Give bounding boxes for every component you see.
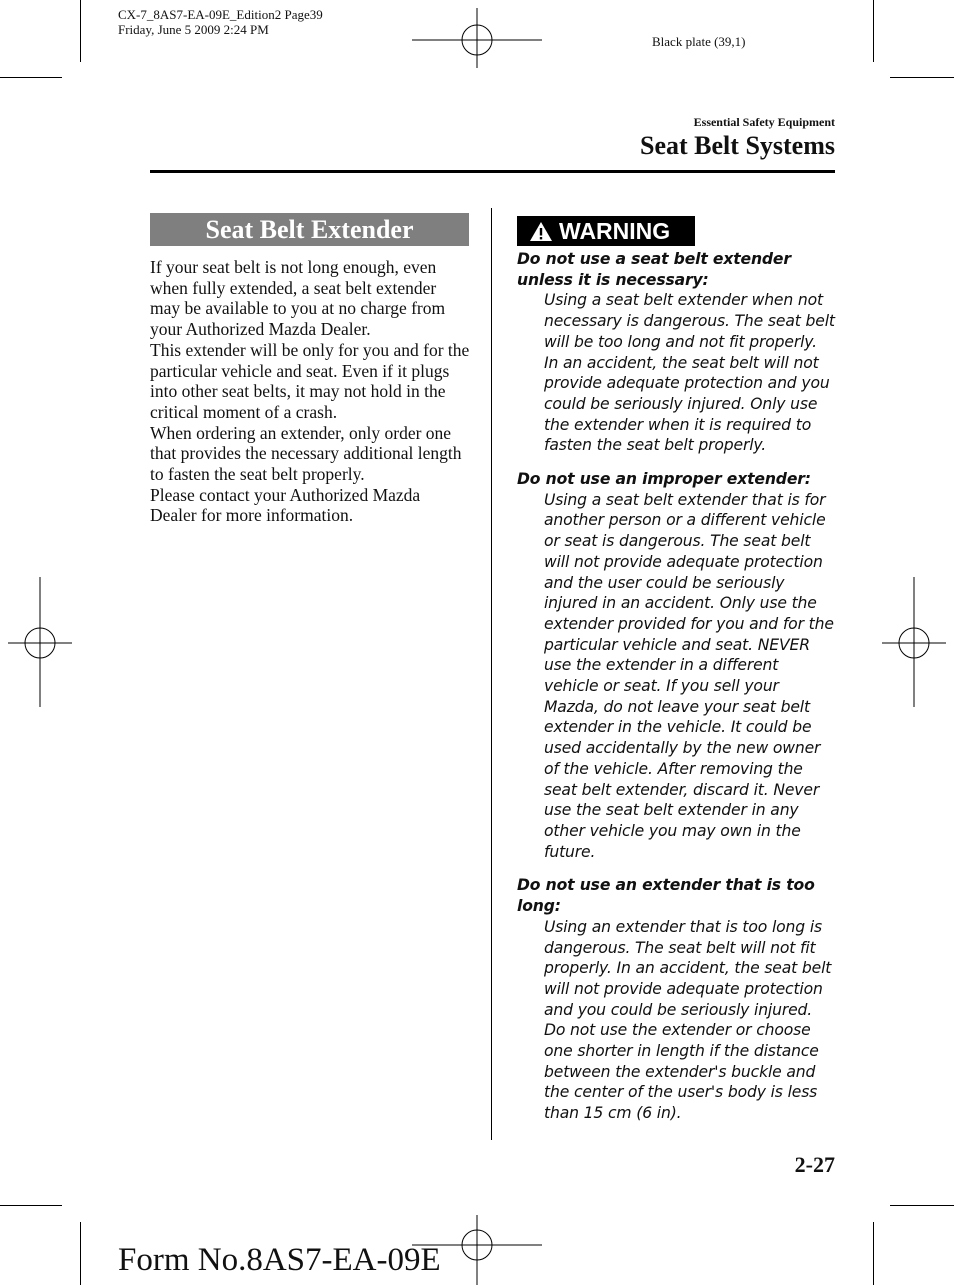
warning-body [517, 249, 835, 1137]
registration-mark-icon [412, 8, 542, 68]
crop-mark [80, 0, 81, 62]
section-heading: Seat Belt Extender [150, 213, 469, 246]
warning-item-text: Using a seat belt extender that is for another person or a different vehicle or seat is dangerous. The seat belt will not provide adequate protection and the user could be seriously injured in an accident. Only use the extender provided for you and for the particular vehicle and seat. NEVER use the extender in a different vehicle or seat. If you sell your Mazda, do not leave your seat belt extender in the vehicle. It could be used accidentally by the new owner of the vehicle. After removing the seat belt extender, discard it. Never use the seat belt extender in any other vehicle you may own in the future. [544, 490, 834, 861]
warning-item [517, 249, 835, 456]
warning-item-text: Using an extender that is too long is dangerous. The seat belt will not fit properly. In an accident, the seat belt will not provide adequate protection and you could be seriously injured. Do not use the extender or choose one shorter in length if the distance between the extender's buckle and the center of the user's body is less than 15 cm (6 in). [544, 917, 832, 1123]
body-paragraph: This extender will be only for you and for the particular vehicle and seat. Even if it plugs into other seat belts, it may not hold in the critical moment of a crash. [150, 339, 470, 422]
warning-badge [517, 216, 695, 246]
section-label: Essential Safety Equipment [693, 115, 835, 129]
warning-item-head: Do not use an extender that is too long: [517, 876, 815, 916]
warning-item-head: Do not use a seat belt extender unless it is necessary: [517, 250, 791, 289]
registration-mark-icon [8, 577, 72, 707]
page-title: Seat Belt Systems [640, 131, 835, 160]
warning-triangle-icon [529, 221, 553, 242]
warning-item [517, 469, 835, 862]
crop-mark [80, 1222, 81, 1285]
print-info-line: Friday, June 5 2009 2:24 PM [118, 22, 269, 37]
column-divider [491, 208, 492, 1140]
print-info [118, 7, 323, 37]
crop-mark [890, 1205, 954, 1206]
warning-item-text: Using a seat belt extender when not necessary is dangerous. The seat belt will be too long and not fit properly. In an accident, the seat belt will not provide adequate protection and you could be seriously injured. Only use the extender when it is required to fasten the seat belt properly. [544, 291, 835, 455]
header-rule [150, 170, 835, 173]
crop-mark [873, 0, 874, 62]
body-paragraph: If your seat belt is not long enough, even when fully extended, a seat belt extender may be available to you at no charge from your Authorized Mazda Dealer. [150, 257, 446, 340]
form-number: Form No.8AS7-EA-09E [118, 1242, 441, 1278]
page-number: 2-27 [794, 1152, 835, 1177]
extender-body [150, 257, 470, 526]
registration-mark-icon [882, 577, 946, 707]
print-info-line: CX-7_8AS7-EA-09E_Edition2 Page39 [118, 7, 323, 22]
body-paragraph: When ordering an extender, only order one that provides the necessary additional length to fasten the seat belt properly. [150, 422, 462, 485]
plate-label: Black plate (39,1) [652, 34, 746, 49]
body-paragraph: Please contact your Authorized Mazda Dealer for more information. [150, 484, 421, 526]
warning-item-head: Do not use an improper extender: [517, 470, 811, 489]
crop-mark [0, 1205, 62, 1206]
crop-mark [873, 1222, 874, 1285]
crop-mark [890, 77, 954, 78]
crop-mark [0, 77, 62, 78]
warning-label: WARNING [559, 218, 671, 244]
warning-item [517, 875, 835, 1123]
